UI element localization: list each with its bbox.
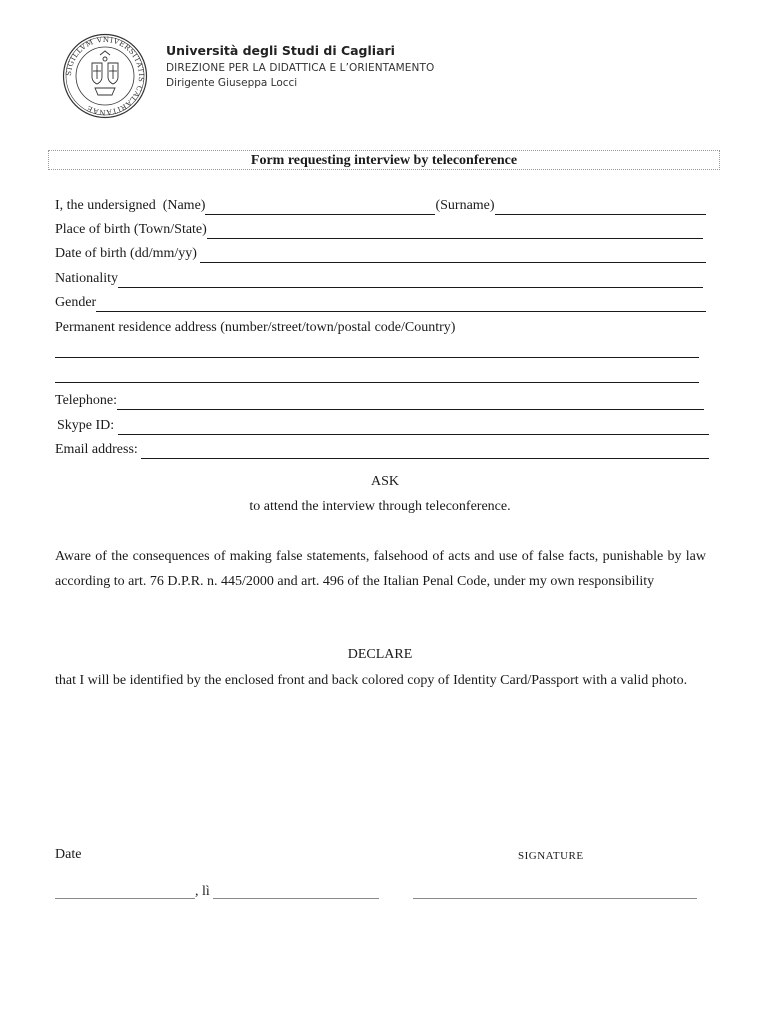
name-field[interactable] — [205, 200, 435, 215]
place-separator: , lì — [195, 884, 210, 899]
email-field[interactable] — [141, 444, 709, 459]
declare-heading: DECLARE — [347, 647, 413, 662]
residence-line-2[interactable] — [55, 382, 699, 383]
birth-place-row — [55, 221, 703, 239]
residence-line-1[interactable] — [55, 357, 699, 358]
ask-heading: ASK — [370, 474, 399, 489]
seal-ring-text: SIGILLVM VNIVERSITATIS CALARITANAE — [63, 34, 147, 118]
gender-label: Gender — [55, 295, 97, 310]
birth-date-label: Date of birth (dd/mm/yy) — [55, 246, 201, 261]
gender-field[interactable] — [96, 297, 706, 312]
telephone-label: Telephone: — [55, 393, 117, 408]
birth-place-field[interactable] — [207, 224, 703, 239]
form-title-box — [48, 150, 720, 170]
declare-text: that I will be identified by the enclosed front and back colored copy of Identity Card/Passport with a valid photo. — [55, 673, 688, 688]
birth-date-field[interactable] — [200, 248, 706, 263]
birth-place-label: Place of birth (Town/State) — [55, 222, 207, 237]
nationality-row — [55, 270, 703, 288]
department-name: DIREZIONE PER LA DIDATTICA E L’ORIENTAMENTO — [166, 62, 435, 74]
residence-label: Permanent residence address (number/street/town/postal code/Country) — [55, 320, 456, 335]
place-field[interactable] — [55, 898, 195, 899]
name-label: I, the undersigned (Name) — [55, 198, 206, 213]
residence-row — [55, 319, 706, 337]
date-field[interactable] — [213, 898, 379, 899]
email-label: Email address: — [55, 442, 142, 457]
institution-name: Università degli Studi di Cagliari — [166, 43, 395, 58]
name-surname-row — [55, 197, 706, 215]
nationality-field[interactable] — [118, 273, 703, 288]
university-seal-logo — [62, 33, 148, 119]
date-label: Date — [55, 847, 82, 862]
skype-label: Skype ID: — [57, 418, 118, 433]
director-name: Dirigente Giuseppa Locci — [166, 77, 298, 89]
surname-label: (Surname) — [435, 198, 495, 213]
awareness-paragraph: Aware of the consequences of making false statements, falsehood of acts and use of false facts, punishable by law according to art. 76 D.P.R. n. 445/2000 and art. 496 of the Italian Penal Code, under my own responsibility — [55, 549, 706, 589]
nationality-label: Nationality — [55, 271, 118, 286]
telephone-row — [55, 392, 704, 410]
email-row — [55, 441, 709, 459]
form-title: Form requesting interview by teleconference — [250, 153, 518, 168]
surname-field[interactable] — [495, 200, 706, 215]
gender-row — [55, 294, 706, 312]
signature-label: SIGNATURE — [518, 850, 584, 862]
signature-field[interactable] — [413, 898, 697, 899]
skype-field[interactable] — [118, 420, 709, 435]
ask-text: to attend the interview through teleconference. — [249, 499, 511, 514]
skype-row — [57, 417, 709, 435]
birth-date-row — [55, 245, 706, 263]
telephone-field[interactable] — [117, 395, 704, 410]
